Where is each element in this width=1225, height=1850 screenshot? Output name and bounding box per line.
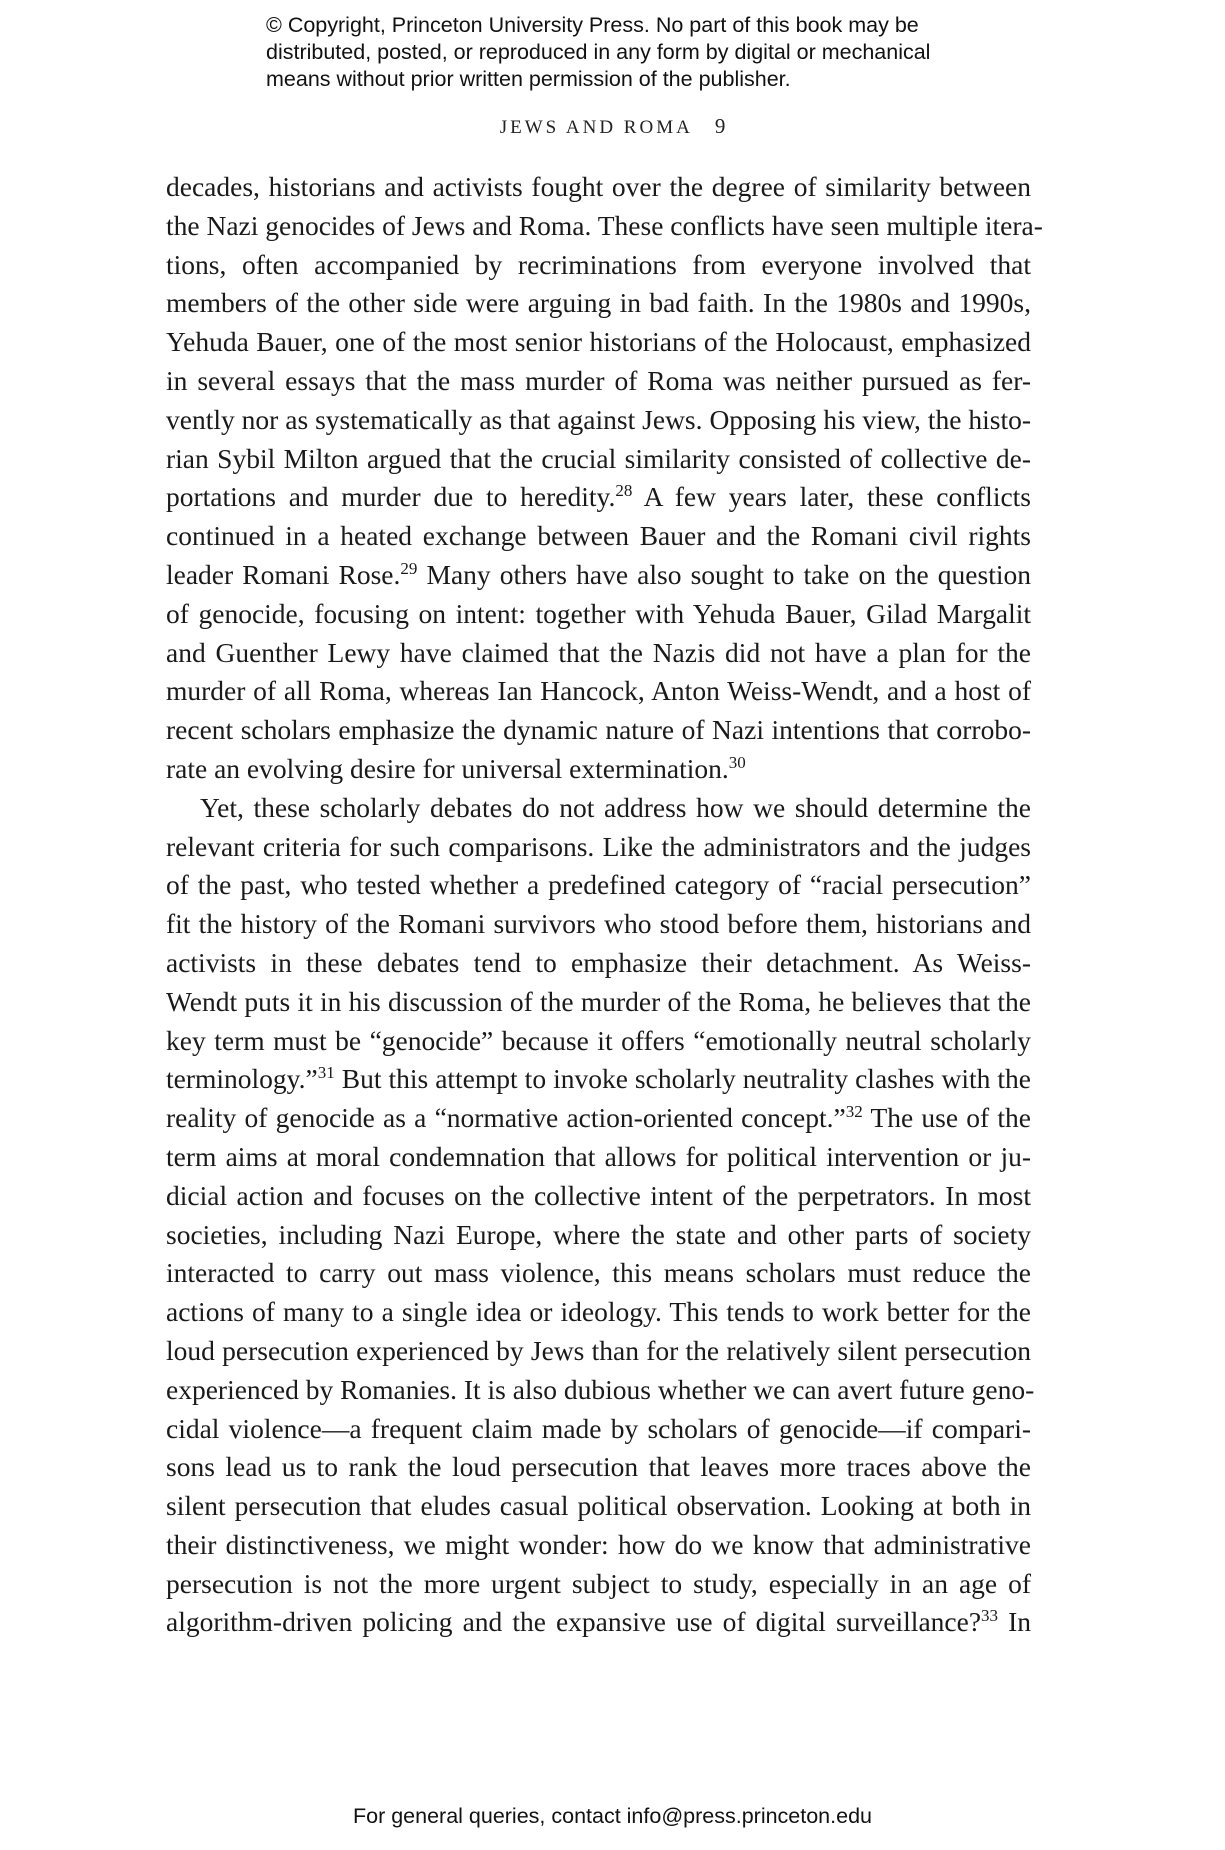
text-line: actions of many to a single idea or ideology. This tends to work better for the <box>166 1296 1031 1328</box>
text-segment: In <box>1008 1606 1032 1638</box>
text-line: dicial action and focuses on the collective intent of the perpetrators. In most <box>166 1179 1031 1211</box>
text-line: loud persecution experienced by Jews than for the relatively silent persecution <box>166 1334 1031 1366</box>
footnote-ref-32[interactable]: 32 <box>845 1102 863 1122</box>
text-segment: reality of genocide as a “normative action-oriented concept.” <box>166 1102 846 1134</box>
text-segment: Many others have also sought to take on the question <box>426 558 1031 590</box>
text-line: tions, often accompanied by recriminations from everyone involved that <box>166 248 1031 280</box>
text-line: Yet, these scholarly debates do not address how we should determine the <box>200 791 1031 823</box>
copyright-line-2: distributed, posted, or reproduced in any form by digital or mechanical <box>266 40 931 64</box>
text-line: rian Sybil Milton argued that the crucial similarity consisted of collective de- <box>166 442 1031 474</box>
text-segment: A few years later, these conflicts <box>643 481 1032 513</box>
text-line <box>166 750 1031 789</box>
text-line: the Nazi genocides of Jews and Roma. These conflicts have seen multiple itera- <box>166 209 1043 241</box>
text-line: of the past, who tested whether a predefined category of “racial persecution” <box>166 869 1031 901</box>
text-line: term aims at moral condemnation that allows for political intervention or ju- <box>166 1140 1031 1172</box>
text-segment: portations and murder due to heredity. <box>166 481 616 513</box>
text-segment: leader Romani Rose. <box>166 558 401 590</box>
running-head-title: JEWS AND ROMA <box>499 117 693 138</box>
page-number: 9 <box>714 114 726 138</box>
text-line <box>166 478 1031 517</box>
text-line: sons lead us to rank the loud persecution that leaves more traces above the <box>166 1451 1031 1483</box>
text-line: societies, including Nazi Europe, where the state and other parts of society <box>166 1218 1031 1250</box>
text-line: experienced by Romanies. It is also dubious whether we can avert future geno- <box>166 1373 1035 1405</box>
text-line: persecution is not the more urgent subject to study, especially in an age of <box>166 1567 1031 1599</box>
text-line <box>166 1099 1031 1138</box>
text-line: in several essays that the mass murder of Roma was neither pursued as fer- <box>166 364 1031 396</box>
footnote-ref-30[interactable]: 30 <box>728 752 746 772</box>
text-segment: rate an evolving desire for universal extermination. <box>166 752 729 784</box>
footnote-ref-28[interactable]: 28 <box>615 481 633 501</box>
text-line <box>166 556 1031 595</box>
text-line: fit the history of the Romani survivors who stood before them, historians and <box>166 908 1031 940</box>
text-segment: But this attempt to invoke scholarly neutrality clashes with the <box>341 1063 1031 1095</box>
footnote-ref-31[interactable]: 31 <box>317 1063 335 1083</box>
text-line: vently nor as systematically as that against Jews. Opposing his view, the histo- <box>166 403 1031 435</box>
text-line: silent persecution that eludes casual political observation. Looking at both in <box>166 1490 1031 1522</box>
text-line: recent scholars emphasize the dynamic nature of Nazi intentions that corrobo- <box>166 714 1031 746</box>
text-line: interacted to carry out mass violence, this means scholars must reduce the <box>166 1257 1031 1289</box>
body-text <box>166 168 1043 1642</box>
footer-contact: For general queries, contact info@press.princeton.edu <box>352 1804 872 1828</box>
text-line: key term must be “genocide” because it offers “emotionally neutral scholarly <box>166 1024 1031 1056</box>
text-line: Wendt puts it in his discussion of the murder of the Roma, he believes that the <box>166 985 1031 1017</box>
text-line: continued in a heated exchange between Bauer and the Romani civil rights <box>166 520 1031 552</box>
text-line: murder of all Roma, whereas Ian Hancock, Anton Weiss-Wendt, and a host of <box>166 675 1031 707</box>
text-segment: The use of the <box>870 1102 1031 1134</box>
running-head <box>0 114 1225 139</box>
footnote-ref-29[interactable]: 29 <box>400 558 418 578</box>
text-line <box>166 1060 1031 1099</box>
text-line: their distinctiveness, we might wonder: how do we know that administrative <box>166 1528 1031 1560</box>
text-line: Yehuda Bauer, one of the most senior historians of the Holocaust, emphasized <box>166 326 1031 358</box>
text-line: relevant criteria for such comparisons. Like the administrators and the judges <box>166 830 1031 862</box>
text-line: members of the other side were arguing in bad faith. In the 1980s and 1990s, <box>166 287 1031 319</box>
footnote-ref-33[interactable]: 33 <box>981 1606 999 1626</box>
copyright-line-3: means without prior written permission of the publisher. <box>266 67 791 91</box>
text-line: activists in these debates tend to emphasize their detachment. As Weiss- <box>166 946 1031 978</box>
copyright-line-1: © Copyright, Princeton University Press. No part of this book may be <box>266 13 919 37</box>
text-line: and Guenther Lewy have claimed that the Nazis did not have a plan for the <box>166 636 1031 668</box>
text-line: cidal violence—a frequent claim made by scholars of genocide—if compari- <box>166 1412 1031 1444</box>
copyright-notice <box>266 12 1026 93</box>
text-line: decades, historians and activists fought over the degree of similarity between <box>166 171 1031 202</box>
text-line: of genocide, focusing on intent: together with Yehuda Bauer, Gilad Margalit <box>166 597 1031 629</box>
text-line <box>166 1603 1031 1642</box>
text-segment: terminology.” <box>166 1063 318 1095</box>
text-segment: algorithm-driven policing and the expansive use of digital surveillance? <box>166 1606 982 1638</box>
